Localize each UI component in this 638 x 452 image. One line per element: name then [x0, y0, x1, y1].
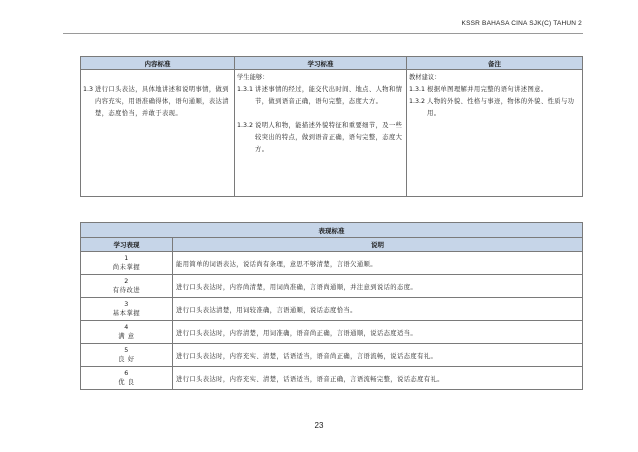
band-row [81, 298, 583, 321]
band-level-number: 4 [124, 324, 129, 331]
header-content-standard: 内容标准 [81, 57, 235, 70]
band-description: 进行口头表达时，内容清楚，用词准确，语音尚正确，言语通顺，说话态度适当。 [173, 321, 583, 344]
notes-item-text: 人物的外貌、性格与事迹，物体的外貌、性质与功用。 [427, 98, 575, 117]
page-number: 23 [314, 421, 324, 430]
band-description: 进行口头表达清楚，用词较准确，言语通顺，说话态度恰当。 [173, 298, 583, 321]
band-row [81, 321, 583, 344]
header-rule [63, 33, 583, 34]
band-level-cell [81, 321, 173, 344]
learning-intro: 学生能够： [237, 74, 269, 81]
notes-item-number: 1.3.2 [409, 98, 426, 105]
content-standard-cell [81, 70, 235, 197]
learning-item [237, 84, 404, 108]
band-level-label: 有待改进 [112, 287, 141, 294]
standards-table [80, 56, 583, 197]
performance-header-row [81, 238, 583, 252]
content-item-text: 进行口头表达，具体地讲述和说明事情，做到内容充实，用语准确得体，语句通顺，表达清楚，态度恰当，并敢于表现。 [95, 86, 229, 117]
performance-title-row [81, 223, 583, 238]
band-description: 进行口头表达时，内容尚清楚，用词尚准确，言语尚通顺，并注意到说话的态度。 [173, 275, 583, 298]
band-level-cell [81, 344, 173, 367]
learning-item-number: 1.3.1 [237, 86, 254, 93]
notes-item-number: 1.3.1 [409, 86, 426, 93]
band-row [81, 344, 583, 367]
band-row [81, 367, 583, 390]
header-description: 说明 [173, 238, 583, 252]
notes-intro: 教材建议： [409, 74, 441, 81]
band-description: 能用简单的词语表达，说话尚有条理，意思不够清楚，言语欠通顺。 [173, 252, 583, 275]
band-level-cell [81, 275, 173, 298]
band-level-cell [81, 298, 173, 321]
learning-standard-cell [235, 70, 407, 197]
header-band: 学习表现 [81, 238, 173, 252]
notes-item [409, 84, 580, 96]
band-level-label: 良 好 [118, 356, 135, 363]
content-item [83, 84, 232, 120]
learning-item-number: 1.3.2 [237, 122, 254, 129]
performance-standard-table [80, 222, 583, 390]
band-level-cell [81, 252, 173, 275]
notes-item-text: 根据单图理解并用完整的语句讲述图意。 [427, 86, 548, 93]
band-level-cell [81, 367, 173, 390]
standards-header-row [81, 57, 583, 70]
band-level-number: 1 [124, 255, 129, 262]
band-level-label: 基本掌握 [112, 310, 141, 317]
learning-item-text: 讲述事情的经过，能交代出时间、地点、人物和情节，做到语音正确，语句完整，态度大方。 [255, 86, 403, 105]
learning-item [237, 120, 404, 156]
band-level-number: 5 [124, 347, 129, 354]
band-row [81, 252, 583, 275]
band-level-number: 2 [124, 278, 129, 285]
band-level-number: 3 [124, 301, 129, 308]
notes-item [409, 96, 580, 120]
band-level-number: 6 [124, 370, 129, 377]
header-notes: 备注 [407, 57, 583, 70]
band-level-label: 尚未掌握 [112, 264, 141, 271]
performance-title: 表现标准 [81, 223, 583, 238]
band-level-label: 满 意 [118, 333, 135, 340]
content-item-number: 1.3 [83, 86, 94, 93]
band-row [81, 275, 583, 298]
band-description: 进行口头表达时，内容充实、清楚，话语适当，语音正确，言语流畅完整，说话态度有礼。 [173, 367, 583, 390]
band-description: 进行口头表达时，内容充实、清楚，话语适当，语音尚正确，言语流畅，说话态度有礼。 [173, 344, 583, 367]
running-header: KSSR BAHASA CINA SJK(C) TAHUN 2 [461, 20, 582, 27]
band-level-label: 优 良 [118, 379, 135, 386]
notes-cell [407, 70, 583, 197]
standards-body-row [81, 70, 583, 197]
header-learning-standard: 学习标准 [235, 57, 407, 70]
learning-item-text: 说明人和物，能描述外貌特征和重要细节，及一些较突出的特点，做到语音正确，语句完整，态度大方。 [255, 122, 403, 153]
